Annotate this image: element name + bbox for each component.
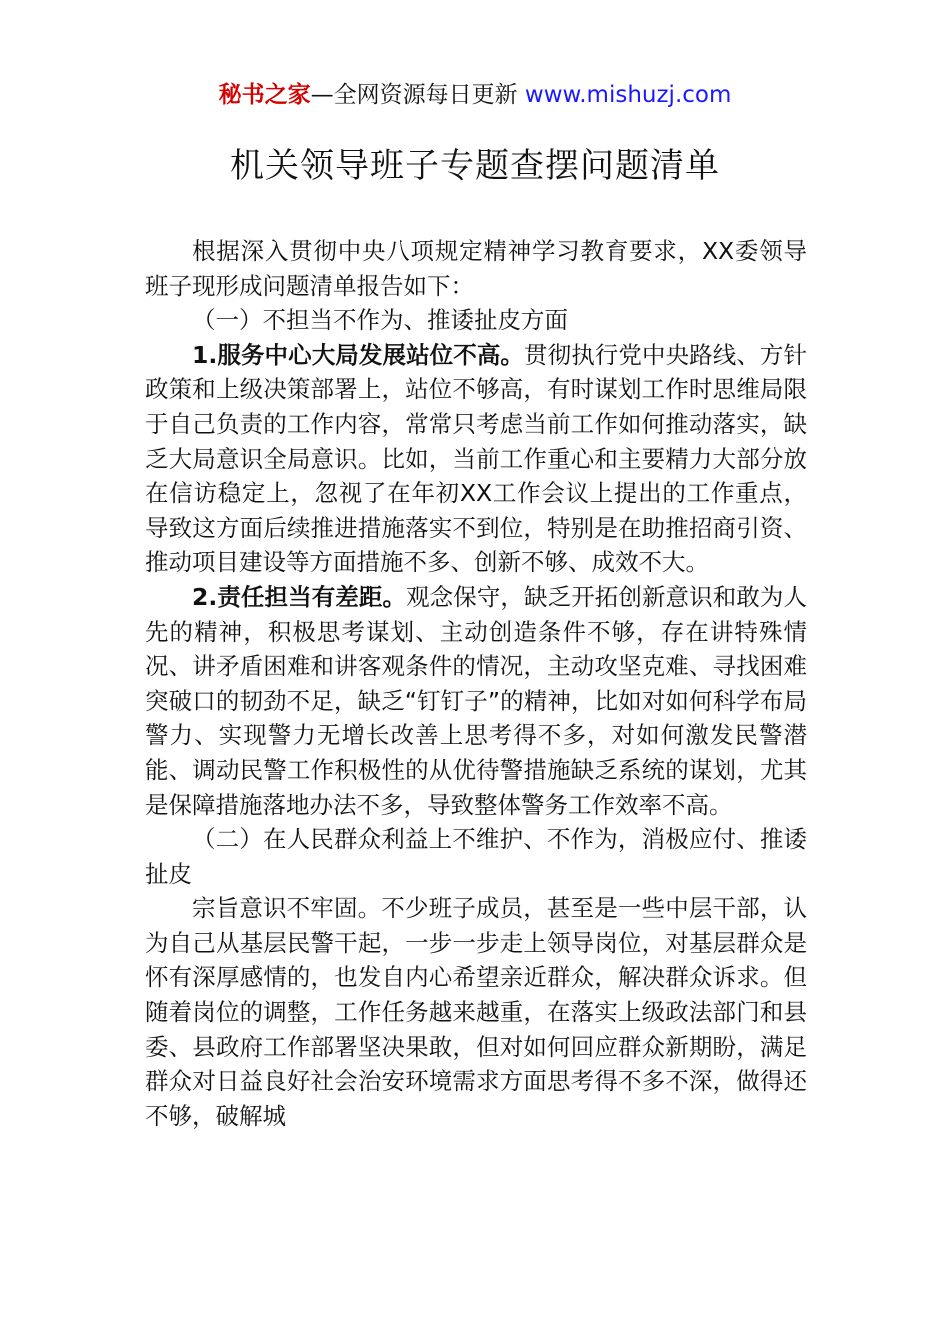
paragraph-body [145, 891, 807, 1133]
site-brand: 秘书之家 [218, 82, 311, 108]
paragraph-text: （二）在人民群众利益上不维护、不作为，消极应付、推诿扯皮 [145, 825, 807, 888]
paragraph-item-1 [145, 338, 807, 580]
paragraph-lead: 2.责任担当有差距。 [192, 582, 407, 611]
section-heading-2 [145, 822, 807, 891]
site-header [0, 78, 950, 112]
paragraph-text: （一）不担当不作为、推诿扯皮方面 [192, 306, 568, 335]
paragraph-intro [145, 234, 807, 303]
paragraph-item-2 [145, 580, 807, 822]
site-slogan: —全网资源每日更新 [310, 82, 518, 108]
paragraph-text: 宗旨意识不牢固。不少班子成员，甚至是一些中层干部，认为自己从基层民警干起，一步一步走上领导岗位，对基层群众是怀有深厚感情的，也发自内心希望亲近群众，解决群众诉求。但随着岗位的调整，工作任务越来越重，在落实上级政法部门和县委、县政府工作部署坚决果敢，但对如何回应群众新期盼，满足群众对日益良好社会治安环境需求方面思考得不多不深，做得还不够，破解城 [145, 894, 807, 1130]
site-url-link[interactable]: www.mishuzj.com [524, 82, 732, 108]
section-heading-1 [145, 303, 807, 338]
document-body [145, 234, 807, 1133]
paragraph-lead: 1.服务中心大局发展站位不高。 [192, 340, 525, 369]
document-title: 机关领导班子专题查摆问题清单 [230, 146, 720, 186]
paragraph-text: 贯彻执行党中央路线、方针政策和上级决策部署上，站位不够高，有时谋划工作时思维局限于自己负责的工作内容，常常只考虑当前工作如何推动落实，缺乏大局意识全局意识。比如，当前工作重心和主要精力大部分放在信访稳定上，忽视了在年初XX工作会议上提出的工作重点，导致这方面后续推进措施落实不到位，特别是在助推招商引资、推动项目建设等方面措施不多、创新不够、成效不大。 [145, 340, 808, 577]
paragraph-text: 根据深入贯彻中央八项规定精神学习教育要求，XX委领导班子现形成问题清单报告如下： [145, 237, 807, 300]
paragraph-text: 观念保守，缺乏开拓创新意识和敢为人先的精神，积极思考谋划、主动创造条件不够，存在讲特殊情况、讲矛盾困难和讲客观条件的情况，主动攻坚克难、寻找困难突破口的韧劲不足，缺乏“钉钉子”的精神，比如对如何科学布局警力、实现警力无增长改善上思考得不多，对如何激发民警潜能、调动民警工作积极性的从优待警措施缺乏系统的谋划，尤其是保障措施落地办法不多，导致整体警务工作效率不高。 [145, 582, 807, 819]
